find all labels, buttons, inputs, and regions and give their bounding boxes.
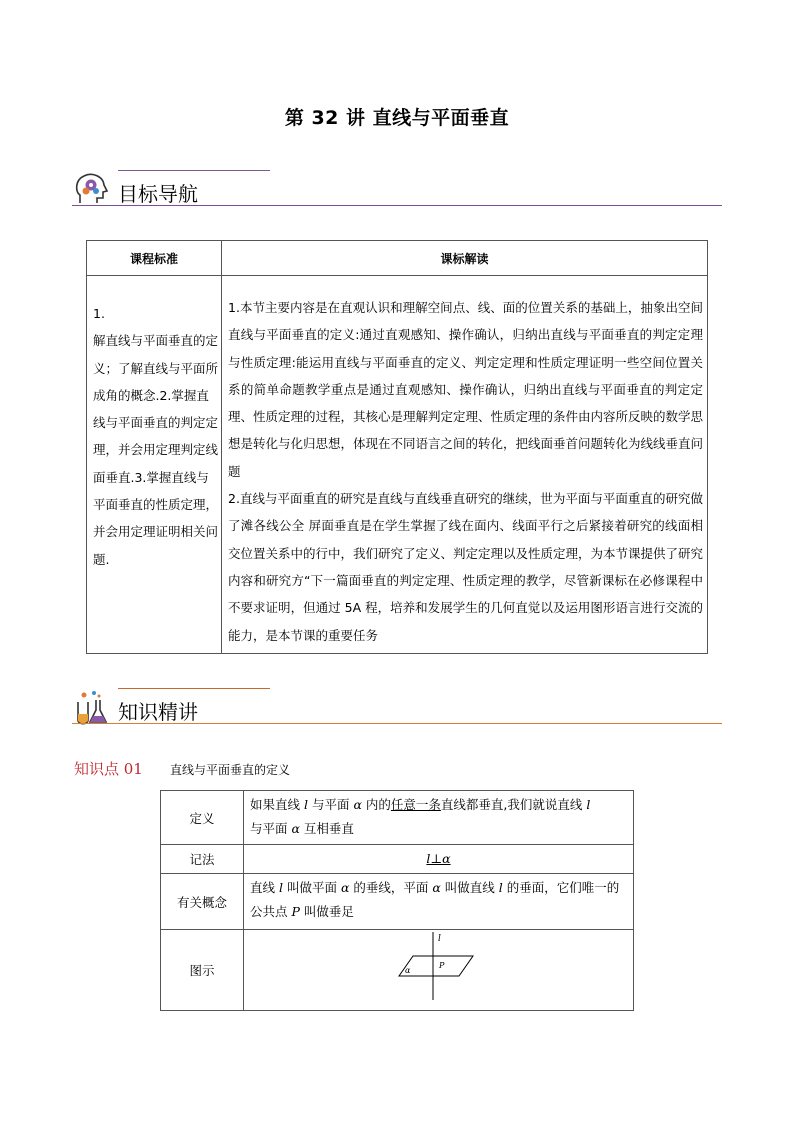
interpretation-text	[222, 276, 708, 654]
row-key-notation: 记法	[161, 845, 244, 874]
curriculum-table	[86, 240, 708, 654]
plane-label: α	[404, 966, 410, 975]
table-row	[161, 845, 634, 874]
table-row	[161, 930, 634, 1011]
section-goal-navigation	[72, 170, 722, 216]
row-key-related-concepts: 有关概念	[161, 874, 244, 930]
table-row	[161, 874, 634, 930]
foot-point-label: P	[438, 961, 444, 970]
row-value-notation: l⊥α	[244, 845, 634, 874]
line-label: l	[437, 934, 441, 944]
row-key-figure: 图示	[161, 930, 244, 1011]
interpretation-paragraph-1: 1.本节主要内容是在直观认识和理解空间点、线、面的位置关系的基础上，抽象出空间直线与平面垂直的定义:通过直观感知、操作确认，归纳出直线与平面垂直的判定定理与性质定理:能运用直线与平面垂直的定义、判定定理和性质定理证明一些空间位置关系的简单命题教学重点是通过直观感知、操作确认，归纳出直线与平面垂直的判定定理、性质定理的过程，其核心是理解判定定理、性质定理的条件由内容所反映的数学思想是转化与化归思想，体现在不同语言之间的转化，把线面垂首问题转化为线线垂直问题	[228, 300, 704, 479]
page-title: 第 32 讲 直线与平面垂直	[284, 107, 510, 129]
definition-table	[160, 790, 634, 1011]
lab-flask-icon	[72, 688, 112, 728]
table-row	[87, 276, 708, 654]
table-row	[161, 791, 634, 845]
row-key-definition: 定义	[161, 791, 244, 845]
section-knowledge-explanation	[72, 688, 722, 734]
underlined-term: 任意一条	[390, 797, 441, 812]
interpretation-paragraph-2: 2.直线与平面重直的研究是直线与直线垂直研究的继续，世为平面与平面重直的研究做了滩各线公全 屏面垂直是在学生掌握了线在面内、线面平行之后紧接着研究的线面相交位置关系中的行中，我们研究了定义、判定定理以及性质定理，为本节课提供了研究内容和研究方“下一篇面垂直的判定定理、性质定理的教学，尽管新课标在必修课程中不要求证明，但通过 5A 程，培养和发展学生的几何直觉以及运用图形语言进行交流的能力，是本节课的重要任务	[228, 491, 704, 643]
section-label: 知识精讲	[118, 700, 198, 724]
table-header-row	[87, 241, 708, 276]
row-value-figure	[244, 930, 634, 1011]
section-underline	[72, 205, 722, 206]
knowledge-point-title: 直线与平面垂直的定义	[170, 763, 291, 777]
section-top-rule	[118, 170, 270, 171]
knowledge-point-tag: 知识点 01	[74, 760, 143, 778]
section-underline	[72, 723, 722, 724]
knowledge-point-heading	[74, 758, 291, 779]
line-perpendicular-plane-figure	[389, 930, 489, 1002]
header-curriculum-standard: 课程标准	[87, 241, 222, 276]
section-top-rule	[118, 688, 270, 689]
standard-text: 1. 解直线与平面垂直的定义；了解直线与平面所成角的概念.2.掌握直线与平面垂直的判定定理，并会用定理判定线面垂直.3.掌握直线与平面垂直的性质定理，并会用定理证明相关问题.	[87, 276, 222, 654]
head-gears-icon	[72, 170, 112, 210]
header-standard-interpretation: 课标解读	[222, 241, 708, 276]
section-label: 目标导航	[118, 182, 198, 206]
row-value-definition: 如果直线 l 与平面 α 内的任意一条直线都垂直,我们就说直线 l 与平面 α 互相垂直	[244, 791, 634, 845]
row-value-related-concepts: 直线 l 叫做平面 α 的垂线，平面 α 叫做直线 l 的垂面，它们唯一的公共点 P 叫做垂足	[244, 874, 634, 930]
